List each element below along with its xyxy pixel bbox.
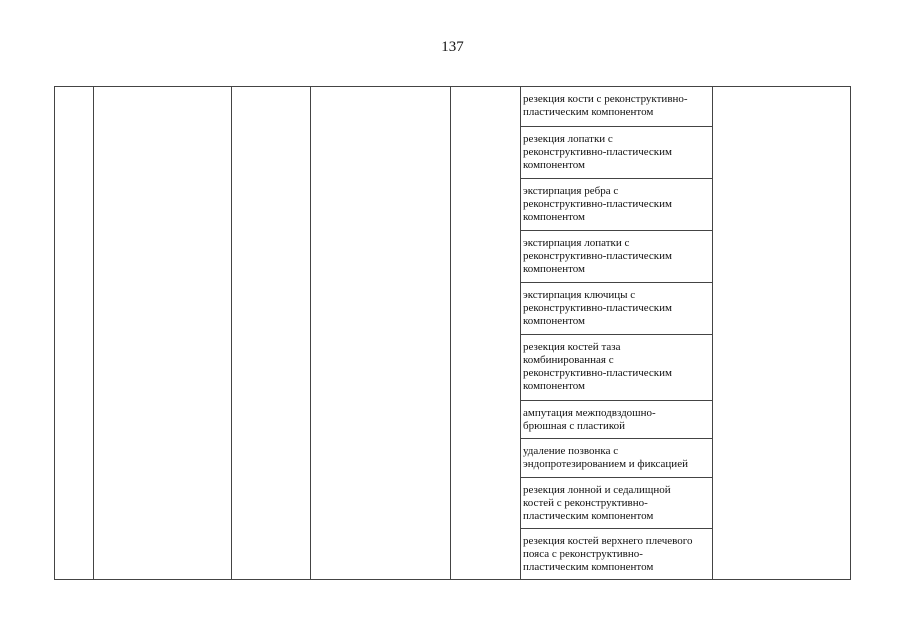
page-number: 137 xyxy=(441,39,464,55)
column-divider-1 xyxy=(93,87,94,579)
procedures-table xyxy=(54,86,851,580)
column-divider-3 xyxy=(310,87,311,579)
procedure-cell: резекция лонной и седалищной костей с реконструктивно- пластическим компонентом xyxy=(520,478,712,529)
procedure-cell: резекция кости с реконструктивно- пластическим компонентом xyxy=(520,87,712,127)
procedure-cell: экстирпация ребра с реконструктивно-пластическим компонентом xyxy=(520,179,712,231)
procedure-cell: экстирпация лопатки с реконструктивно-пластическим компонентом xyxy=(520,231,712,283)
procedure-cell: резекция костей верхнего плечевого пояса с реконструктивно- пластическим компонентом xyxy=(523,535,693,573)
column-divider-2 xyxy=(231,87,232,579)
column-divider-4 xyxy=(450,87,451,579)
procedure-cell: резекция лопатки с реконструктивно-пластическим компонентом xyxy=(520,127,712,179)
procedure-cell: ампутация межподвздошно- брюшная с пластикой xyxy=(520,401,712,439)
procedure-column xyxy=(520,87,712,579)
procedure-cell: резекция костей таза комбинированная с реконструктивно-пластическим компонентом xyxy=(520,335,712,401)
procedure-cell: экстирпация ключицы с реконструктивно-пластическим компонентом xyxy=(520,283,712,335)
procedure-cell: удаление позвонка с эндопротезированием и фиксацией xyxy=(520,439,712,478)
column-divider-6 xyxy=(712,87,713,579)
